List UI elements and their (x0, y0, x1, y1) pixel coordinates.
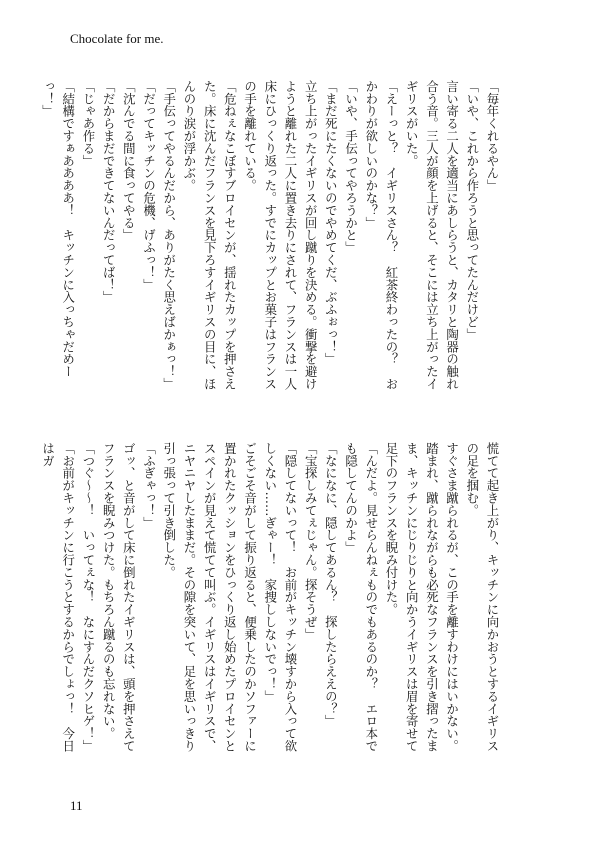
text-line: 「つぐ～～！ いってぇな！ なにすんだクソヒゲ！」 (80, 442, 96, 752)
upper-text-block (40, 80, 502, 398)
running-header: Chocolate for me. (70, 31, 164, 46)
text-line: すぐさま蹴られるが、この手を離すわけにはいかない。踏まれ、蹴られながらも必死なフランスを引き摺ったまま、キッチンにじりじりと向かうイギリスは眉を寄せて足下のフランスを睨み付けた。 (383, 442, 460, 752)
text-line: 「じゃあ作る」 (80, 80, 96, 167)
text-line: 「結構ですぁああああ！ キッチンに入っちゃだめーっ！」 (40, 80, 76, 378)
text-line: 「だってキッチンの危機、げふっ！」 (141, 80, 157, 291)
text-line: 「沈んでる間に食ってやる」 (121, 80, 137, 242)
text-line: 「お前がキッチンに行こうとするからでしょっ！ 今日はガ (40, 442, 76, 752)
text-line: 「手伝ってやるんだから、ありがたく思えばかぁっ！」 (161, 80, 177, 390)
text-line: 「毎年くれるやん」 (485, 80, 500, 192)
text-line: 「なになに、隠してあるん？ 探したらええの？」 (323, 442, 339, 728)
page-number: 11 (70, 798, 83, 813)
text-line: ごそごそ音がして振り返ると、便乗したのかソファーに置かれたクッションをひっくり返し始めたプロイセンとスペインが見えて慌てて叫ぶ。イギリスはイギリスで、ニヤニヤしたままだ。その隙を突いて、足を思いっきり引っ張って引き倒した。 (161, 442, 258, 752)
lower-text-block (40, 442, 502, 758)
text-line: 「ふぎゃっ！」 (141, 442, 157, 529)
text-line: ゴッ、と音がして床に倒れたイギリスは、頭を押さえてフランスを睨みつけた。もちろん蹴るのも忘れない。 (101, 442, 137, 752)
text-line: 「隠してないって！ お前がキッチン壊すから入って欲しくない……ぎゃー！ 家捜ししないでっ！」 (262, 442, 298, 752)
text-line: 「まだ死にたくないのでやめてくだ、ぶふぉっ！」 (323, 80, 339, 366)
text-line: 慌てて起き上がり、キッチンに向かおうとするイギリスの足を掴む。 (464, 442, 500, 752)
text-line: 「だからまだできてないんだってば！」 (101, 80, 117, 304)
text-line: 立ち上がったイギリスが回し蹴りを決める。衝撃を避けようと離れた二人に置き去りにされて、フランスは一人床にひっくり返った。すでにカップとお菓子はフランスの手を離れている。 (242, 80, 319, 390)
text-line: 言い寄る二人を適当にあしらうと、カタリと陶器の触れ合う音。三人が顔を上げると、そこには立ち上がったイギリスがいた。 (404, 80, 460, 390)
text-line: 「宝探しみてぇじゃん。探そうぜ」 (303, 442, 319, 641)
text-line: 「んだよ。見せらんねぇものでもあるのか？ エロ本でも隠してんのかよ」 (343, 442, 379, 752)
text-line: 「危ねぇなこぼすブロイセンが、揺れたカップを押さえた。床に沈んだフランスを見下ろすイギリスの目に、ほんのり涙が浮かぶ。 (181, 80, 238, 390)
text-line: 「えーっと？ イギリスさん？ 紅茶終わったの？ おかわりが欲しいのかな？」 (363, 80, 399, 390)
text-line: 「いや、これから作ろうと思ってたんだけど」 (464, 80, 480, 341)
text-line: 「いや、手伝ってやろうかと」 (343, 80, 359, 254)
